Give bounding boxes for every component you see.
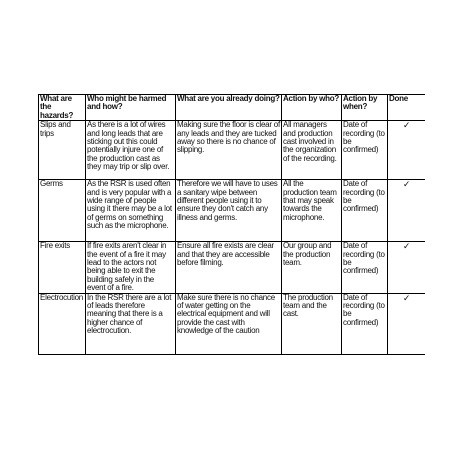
who-harmed-cell: As the RSR is used often and is very popular with a wide range of people using it there may be a lot of germs on something such as the microphone. [86,180,176,242]
action-by-who-cell: The production team and the cast. [282,293,342,354]
table-row [39,180,426,242]
table-row [39,242,426,293]
already-doing-cell: Therefore we will have to uses a sanitary wipe between different people using it to ensure they don't catch any illness and germs. [176,180,282,242]
header-action-by-who: Action by who? [282,95,342,121]
risk-assessment-table [38,94,425,355]
hazard-cell: Slips and trips [39,121,86,180]
hazard-cell: Electrocution [39,293,86,354]
who-harmed-cell: As there is a lot of wires and long leads that are sticking out this could potentially injure one of the production cast as they may trip or slip over. [86,121,176,180]
action-by-when-cell: Date of recording (to be confirmed) [342,180,388,242]
action-by-when-cell: Date of recording (to be confirmed) [342,242,388,293]
action-by-who-cell: Our group and the production team. [282,242,342,293]
header-action-by-when: Action by when? [342,95,388,121]
risk-assessment-sheet [38,94,425,356]
checkmark-icon: ✓ [388,180,426,242]
table-row [39,121,426,180]
checkmark-icon: ✓ [388,242,426,293]
already-doing-cell: Make sure there is no chance of water getting on the electrical equipment and will provide the cast with knowledge of the caution [176,293,282,354]
action-by-who-cell: All the production team that may speak towards the microphone. [282,180,342,242]
already-doing-cell: Ensure all fire exists are clear and that they are accessible before filming. [176,242,282,293]
header-hazards: What are the hazards? [39,95,86,121]
header-row [39,95,426,121]
who-harmed-cell: In the RSR there are a lot of leads therefore meaning that there is a higher chance of electrocution. [86,293,176,354]
header-already-doing: What are you already doing? [176,95,282,121]
action-by-when-cell: Date of recording (to be confirmed) [342,121,388,180]
header-done: Done [388,95,426,121]
action-by-when-cell: Date of recording (to be confirmed) [342,293,388,354]
table-row [39,293,426,354]
hazard-cell: Fire exits [39,242,86,293]
checkmark-icon: ✓ [388,293,426,354]
hazard-cell: Germs [39,180,86,242]
already-doing-cell: Making sure the floor is clear of any leads and they are tucked away so there is no chance of slipping. [176,121,282,180]
action-by-who-cell: All managers and production cast involved in the organization of the recording. [282,121,342,180]
checkmark-icon: ✓ [388,121,426,180]
who-harmed-cell: If fire exits aren't clear in the event of a fire it may lead to the actors not being able to exit the building safely in the event of a fire. [86,242,176,293]
header-who-harmed: Who might be harmed and how? [86,95,176,121]
